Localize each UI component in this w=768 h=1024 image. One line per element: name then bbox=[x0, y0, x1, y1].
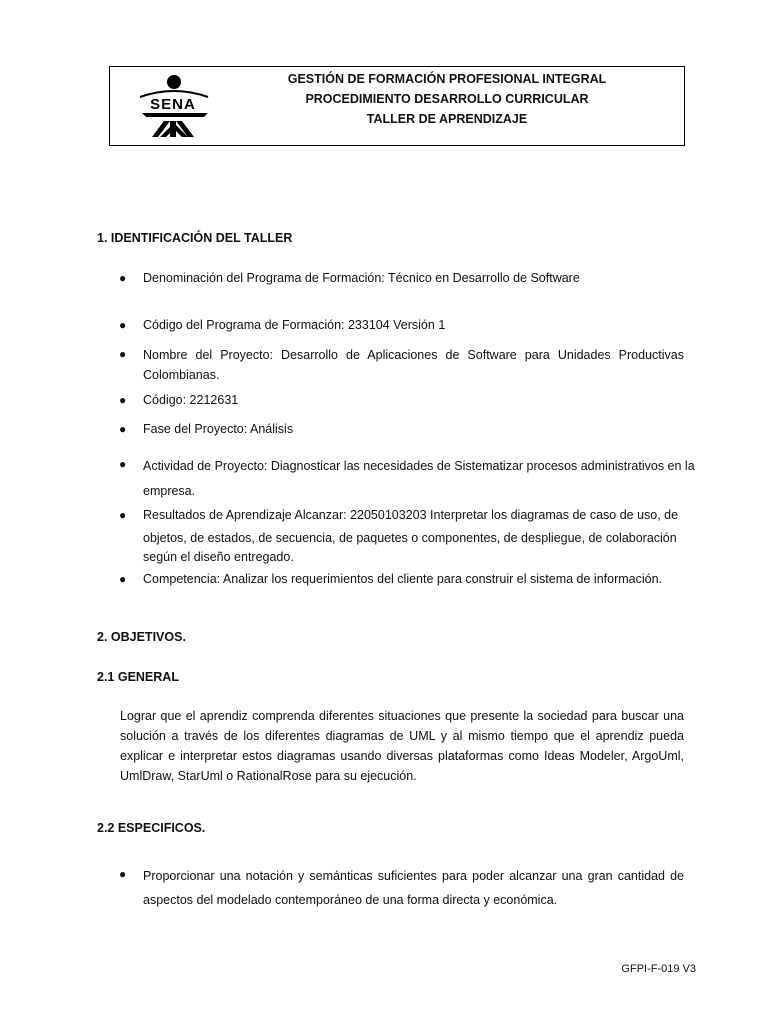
bullet-icon: ● bbox=[119, 393, 127, 407]
bullet-icon: ● bbox=[119, 572, 127, 586]
general-paragraph bbox=[120, 706, 684, 786]
header-line-2: PROCEDIMIENTO DESARROLLO CURRICULAR bbox=[305, 92, 589, 106]
item-text: objetos, de estados, de secuencia, de paquetes o componentes, de despliegue, de colaboración bbox=[143, 531, 677, 545]
bullet-icon: ● bbox=[119, 867, 127, 881]
item-text: Código: 2212631 bbox=[143, 393, 239, 407]
paragraph-line: solución a través de los diferentes diagramas de UML y al mismo tiempo que el aprendiz pueda bbox=[120, 729, 684, 743]
paragraph-line: Lograr que el aprendiz comprenda diferentes situaciones que presente la sociedad para buscar una bbox=[120, 709, 684, 723]
svg-text:SENA: SENA bbox=[150, 96, 196, 113]
item-text: Proporcionar una notación y semánticas suficientes para poder alcanzar una gran cantidad de bbox=[143, 869, 684, 883]
item-text: Código del Programa de Formación: 233104 Versión 1 bbox=[143, 318, 446, 332]
item-text: aspectos del modelado contemporáneo de una forma directa y económica. bbox=[143, 893, 558, 907]
section-title-objetivos: 2. OBJETIVOS. bbox=[97, 630, 186, 644]
item-text: Nombre del Proyecto: Desarrollo de Aplicaciones de Software para Unidades Productivas bbox=[143, 348, 684, 362]
bullet-icon: ● bbox=[119, 318, 127, 332]
item-text: según el diseño entregado. bbox=[143, 550, 294, 564]
bullet-icon: ● bbox=[119, 271, 127, 285]
item-text: Competencia: Analizar los requerimientos del cliente para construir el sistema de información. bbox=[143, 572, 663, 586]
section-title-identificacion: 1. IDENTIFICACIÓN DEL TALLER bbox=[97, 231, 293, 245]
item-text: Fase del Proyecto: Análisis bbox=[143, 422, 294, 436]
item-text: Colombianas. bbox=[143, 368, 220, 382]
subsection-title-general: 2.1 GENERAL bbox=[97, 670, 179, 684]
item-text: Resultados de Aprendizaje Alcanzar: 22050103203 Interpretar los diagramas de caso de uso, de bbox=[143, 508, 679, 522]
header-line-3: TALLER DE APRENDIZAJE bbox=[366, 112, 528, 126]
bullet-icon: ● bbox=[119, 347, 127, 361]
sena-logo bbox=[134, 73, 212, 139]
item-text: Denominación del Programa de Formación: Técnico en Desarrollo de Software bbox=[143, 271, 580, 285]
document-header bbox=[109, 66, 685, 146]
bullet-icon: ● bbox=[119, 422, 127, 436]
header-line-1: GESTIÓN DE FORMACIÓN PROFESIONAL INTEGRAL bbox=[287, 72, 607, 86]
item-text: empresa. bbox=[143, 484, 196, 498]
bullet-icon: ● bbox=[119, 457, 127, 471]
bullet-icon: ● bbox=[119, 508, 127, 522]
item-text: Actividad de Proyecto: Diagnosticar las necesidades de Sistematizar procesos administrativos en la bbox=[143, 459, 695, 473]
document-code: GFPI-F-019 V3 bbox=[621, 963, 696, 975]
paragraph-line: UmlDraw, StarUml o RationalRose para su ejecución. bbox=[120, 769, 417, 783]
subsection-title-especificos: 2.2 ESPECIFICOS. bbox=[97, 821, 206, 835]
paragraph-line: explicar e interpretar estos diagramas usando diversas plataformas como Ideas Modeler, ArgoUml, bbox=[120, 749, 684, 763]
